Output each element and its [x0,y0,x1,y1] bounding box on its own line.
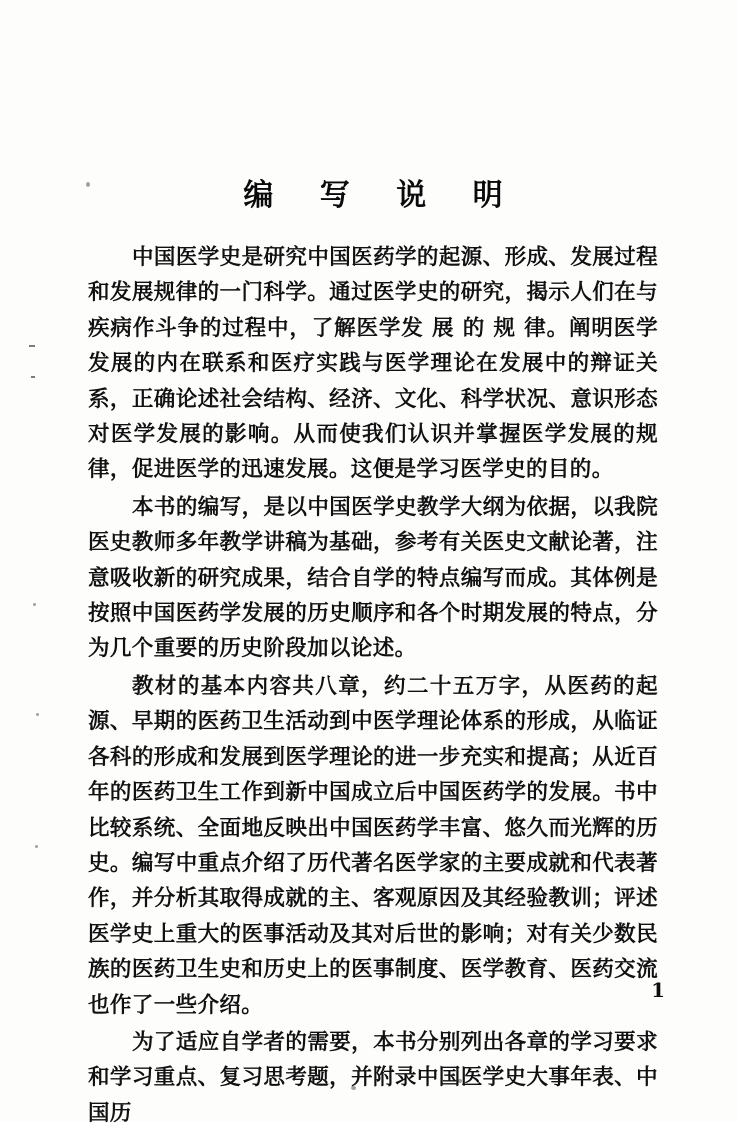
body-paragraph: 为了适应自学者的需要，本书分别列出各章的学习要求和学习重点、复习思考题，并附录中国医学史大事年表、中国历 [88,1029,658,1126]
scan-speck [33,603,36,606]
body-paragraph: 本书的编写，是以中国医学史教学大纲为依据，以我院医史教师多年教学讲稿为基础，参考有关医史文献论著，注意吸收新的研究成果，结合自学的特点编写而成。其体例是按照中国医药学发展的历史顺序和各个时期发展的特点，分为几个重要的历史阶段加以论述。 [88,494,658,662]
page-title: 编 写 说 明 [243,178,521,213]
scan-speck [35,845,38,848]
page-number: 1 [651,978,665,1002]
body-paragraph: 教材的基本内容共八章，约二十五万字，从医药的起源、早期的医药卫生活动到中医学理论体系的形成，从临证各科的形成和发展到医学理论的进一步充实和提高；从近百年的医药卫生工作到新中国成立后中国医药学的发展。书中比较系统、全面地反映出中国医药学丰富、悠久而光辉的历史。编写中重点介绍了历代著名医学家的主要成就和代表著作，并分析其取得成就的主、客观原因及其经验教训；评述医学史上重大的医事活动及其对后世的影响；对有关少数民族的医药卫生史和历史上的医事制度、医学教育、医药交流也作了一些介绍。 [88,673,658,1018]
body-paragraph: 中国医学史是研究中国医药学的起源、形成、发展过程和发展规律的一门科学。通过医学史的研究，揭示人们在与疾病作斗争的过程中，了解医学发 展 的 规 律。阐明医学发展的内在联系和医疗实践与医学理论在发展中的辩证关系，正确论述社会结构、经济、文化、科学状况、意识形态对医学发展的影响。从而使我们认识并掌握医学发展的规律，促进医学的迅速发展。这便是学习医学史的目的。 [88,245,658,483]
scan-edge-mark [31,376,35,378]
scan-speck [36,713,39,716]
scan-edge-mark [29,345,35,347]
page-body [88,170,658,1133]
